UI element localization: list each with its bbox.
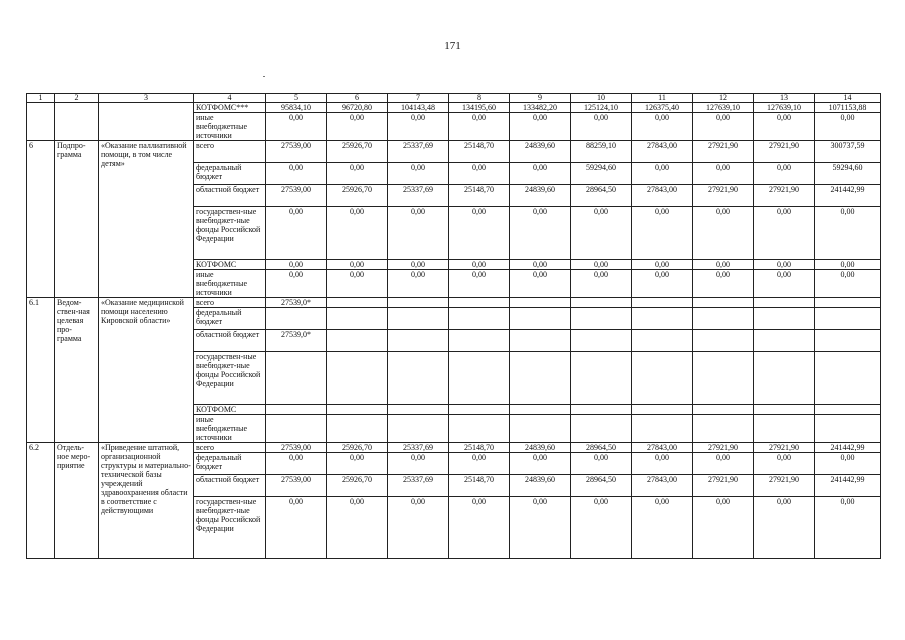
header-cell: 8 [449,94,510,103]
total-value [815,352,881,405]
year-value: 25926,70 [327,475,388,497]
year-value [449,308,510,330]
year-value [693,352,754,405]
year-value: 0,00 [754,113,815,141]
funding-source: государствен-ные внебюджет-ные фонды Российской Федерации [194,497,266,559]
year-value: 0,00 [693,163,754,185]
funding-source: всего [194,141,266,163]
year-value [327,298,388,308]
year-value: 27843,00 [632,185,693,207]
year-value: 27921,90 [754,141,815,163]
item-number: 6.2 [27,443,55,559]
year-value [449,352,510,405]
year-value [754,352,815,405]
total-value [815,405,881,415]
year-value: 0,00 [327,163,388,185]
year-value: 27539,00 [266,141,327,163]
header-cell: 13 [754,94,815,103]
funding-source: иные внебюджетные источники [194,415,266,443]
year-value: 0,00 [388,453,449,475]
item-name: «Оказание паллиативной помощи, в том числе детям» [99,141,194,298]
year-value: 27921,90 [693,443,754,453]
header-cell: 1 [27,94,55,103]
total-value [815,298,881,308]
total-value [815,308,881,330]
year-value [327,330,388,352]
year-value [266,308,327,330]
year-value: 0,00 [449,207,510,260]
year-value [693,330,754,352]
year-value: 27539,0* [266,330,327,352]
year-value: 127639,10 [693,103,754,113]
year-value: 24839,60 [510,141,571,163]
year-value: 0,00 [327,260,388,270]
year-value [388,308,449,330]
year-value [510,352,571,405]
year-value: 0,00 [571,270,632,298]
year-value [327,352,388,405]
item-number [27,103,55,141]
table-row [27,298,881,308]
year-value: 28964,50 [571,475,632,497]
item-kind: Ведом-ствен-ная целевая про-грамма [55,298,99,443]
year-value: 25337,69 [388,443,449,453]
table-row [27,103,881,113]
year-value: 0,00 [388,113,449,141]
budget-table [26,93,881,559]
year-value [510,330,571,352]
year-value: 0,00 [449,260,510,270]
year-value [388,330,449,352]
year-value: 0,00 [693,260,754,270]
header-cell: 11 [632,94,693,103]
header-cell: 7 [388,94,449,103]
year-value [754,308,815,330]
funding-source: государствен-ные внебюджет-ные фонды Российской Федерации [194,352,266,405]
year-value [571,405,632,415]
year-value [693,405,754,415]
year-value [449,405,510,415]
year-value: 25337,69 [388,475,449,497]
year-value: 0,00 [510,260,571,270]
item-number: 6.1 [27,298,55,443]
year-value: 24839,60 [510,443,571,453]
year-value: 25337,69 [388,141,449,163]
year-value [632,330,693,352]
year-value: 0,00 [632,163,693,185]
year-value [510,415,571,443]
year-value: 0,00 [510,497,571,559]
year-value: 27921,90 [754,443,815,453]
year-value: 0,00 [388,497,449,559]
year-value [510,298,571,308]
year-value: 24839,60 [510,185,571,207]
year-value: 25926,70 [327,443,388,453]
year-value: 0,00 [266,260,327,270]
year-value: 0,00 [449,497,510,559]
header-cell: 9 [510,94,571,103]
year-value: 0,00 [632,207,693,260]
year-value: 27539,0* [266,298,327,308]
year-value: 95834,10 [266,103,327,113]
total-value: 241442,99 [815,185,881,207]
total-value: 241442,99 [815,443,881,453]
year-value: 0,00 [632,113,693,141]
year-value: 0,00 [754,260,815,270]
year-value: 0,00 [693,497,754,559]
year-value: 27921,90 [754,185,815,207]
total-value [815,330,881,352]
funding-source: федеральный бюджет [194,308,266,330]
column-number-row [27,94,881,103]
year-value: 0,00 [693,113,754,141]
funding-source: КОТФОМС*** [194,103,266,113]
year-value: 0,00 [571,260,632,270]
year-value: 0,00 [388,270,449,298]
funding-source: КОТФОМС [194,260,266,270]
year-value [571,330,632,352]
scan-speck [263,76,265,77]
year-value: 25148,70 [449,475,510,497]
header-cell: 2 [55,94,99,103]
year-value: 0,00 [632,453,693,475]
year-value: 0,00 [632,497,693,559]
total-value: 1071153,88 [815,103,881,113]
year-value: 25148,70 [449,185,510,207]
item-name: «Оказание медицинской помощи населению Кировской области» [99,298,194,443]
year-value: 28964,50 [571,443,632,453]
year-value: 0,00 [449,270,510,298]
year-value [388,405,449,415]
year-value: 0,00 [327,113,388,141]
header-cell: 14 [815,94,881,103]
item-name: «Приведение штатной, организационной структуры и материально-технической базы учреждений здравоохранения области в соответствие с действующими [99,443,194,559]
total-value: 59294,60 [815,163,881,185]
year-value: 25926,70 [327,185,388,207]
year-value: 0,00 [693,207,754,260]
year-value [449,415,510,443]
year-value: 27921,90 [754,475,815,497]
year-value [693,415,754,443]
year-value: 0,00 [327,270,388,298]
year-value: 27843,00 [632,475,693,497]
year-value: 0,00 [388,163,449,185]
year-value: 59294,60 [571,163,632,185]
total-value: 0,00 [815,497,881,559]
funding-source: федеральный бюджет [194,453,266,475]
table-row [27,443,881,453]
year-value [754,330,815,352]
year-value [510,308,571,330]
funding-source: федеральный бюджет [194,163,266,185]
year-value: 0,00 [510,163,571,185]
year-value: 88259,10 [571,141,632,163]
total-value: 0,00 [815,113,881,141]
year-value [571,352,632,405]
header-cell: 4 [194,94,266,103]
header-cell: 6 [327,94,388,103]
year-value: 25926,70 [327,141,388,163]
total-value: 241442,99 [815,475,881,497]
year-value: 0,00 [266,207,327,260]
year-value: 0,00 [449,113,510,141]
year-value [327,308,388,330]
year-value [632,308,693,330]
year-value [327,415,388,443]
year-value: 126375,40 [632,103,693,113]
total-value: 0,00 [815,270,881,298]
year-value: 133482,20 [510,103,571,113]
year-value [388,352,449,405]
funding-source: всего [194,443,266,453]
total-value: 0,00 [815,260,881,270]
year-value: 0,00 [266,270,327,298]
funding-source: иные внебюджетные источники [194,113,266,141]
year-value: 0,00 [388,207,449,260]
total-value: 300737,59 [815,141,881,163]
year-value [510,405,571,415]
funding-source: областной бюджет [194,185,266,207]
year-value: 27921,90 [693,475,754,497]
year-value: 0,00 [571,453,632,475]
year-value: 28964,50 [571,185,632,207]
year-value: 0,00 [632,270,693,298]
year-value: 0,00 [266,113,327,141]
year-value [632,352,693,405]
year-value [693,308,754,330]
item-kind: Подпро-грамма [55,141,99,298]
year-value [632,298,693,308]
item-name [99,103,194,141]
year-value: 0,00 [449,163,510,185]
year-value: 96720,80 [327,103,388,113]
year-value: 27843,00 [632,443,693,453]
year-value: 27921,90 [693,185,754,207]
year-value [266,405,327,415]
total-value: 0,00 [815,207,881,260]
header-cell: 3 [99,94,194,103]
year-value: 27539,00 [266,475,327,497]
total-value: 0,00 [815,453,881,475]
year-value [266,415,327,443]
funding-source: государствен-ные внебюджет-ные фонды Российской Федерации [194,207,266,260]
year-value: 0,00 [754,163,815,185]
year-value: 27539,00 [266,185,327,207]
year-value: 0,00 [266,497,327,559]
year-value: 0,00 [449,453,510,475]
year-value: 25148,70 [449,443,510,453]
year-value: 0,00 [388,260,449,270]
year-value: 0,00 [754,497,815,559]
year-value: 25337,69 [388,185,449,207]
header-cell: 5 [266,94,327,103]
year-value: 0,00 [327,497,388,559]
item-number: 6 [27,141,55,298]
year-value: 0,00 [510,453,571,475]
funding-source: всего [194,298,266,308]
year-value: 0,00 [266,163,327,185]
year-value [571,415,632,443]
header-cell: 10 [571,94,632,103]
total-value [815,415,881,443]
year-value [266,352,327,405]
year-value [754,405,815,415]
year-value: 0,00 [754,270,815,298]
year-value [632,415,693,443]
funding-source: КОТФОМС [194,405,266,415]
item-kind [55,103,99,141]
year-value: 0,00 [510,113,571,141]
year-value: 0,00 [693,453,754,475]
year-value: 0,00 [510,270,571,298]
year-value: 0,00 [571,497,632,559]
year-value: 134195,60 [449,103,510,113]
year-value [449,298,510,308]
year-value: 127639,10 [754,103,815,113]
year-value: 0,00 [693,270,754,298]
funding-source: областной бюджет [194,475,266,497]
year-value: 125124,10 [571,103,632,113]
year-value [388,298,449,308]
year-value: 104143,48 [388,103,449,113]
year-value [693,298,754,308]
year-value: 0,00 [571,207,632,260]
table-row [27,141,881,163]
funding-source: областной бюджет [194,330,266,352]
item-kind: Отдель-ное меро-приятие [55,443,99,559]
year-value: 27539,00 [266,443,327,453]
year-value: 0,00 [510,207,571,260]
year-value: 25148,70 [449,141,510,163]
funding-source: иные внебюджетные источники [194,270,266,298]
year-value: 0,00 [327,207,388,260]
year-value: 0,00 [327,453,388,475]
year-value: 27843,00 [632,141,693,163]
year-value: 24839,60 [510,475,571,497]
header-cell: 12 [693,94,754,103]
year-value [754,298,815,308]
year-value [571,308,632,330]
page-number: 171 [444,40,461,52]
year-value: 0,00 [266,453,327,475]
year-value [449,330,510,352]
year-value: 0,00 [754,207,815,260]
year-value: 0,00 [571,113,632,141]
year-value [754,415,815,443]
year-value [388,415,449,443]
year-value [571,298,632,308]
year-value [632,405,693,415]
year-value: 27921,90 [693,141,754,163]
year-value: 0,00 [754,453,815,475]
year-value: 0,00 [632,260,693,270]
year-value [327,405,388,415]
